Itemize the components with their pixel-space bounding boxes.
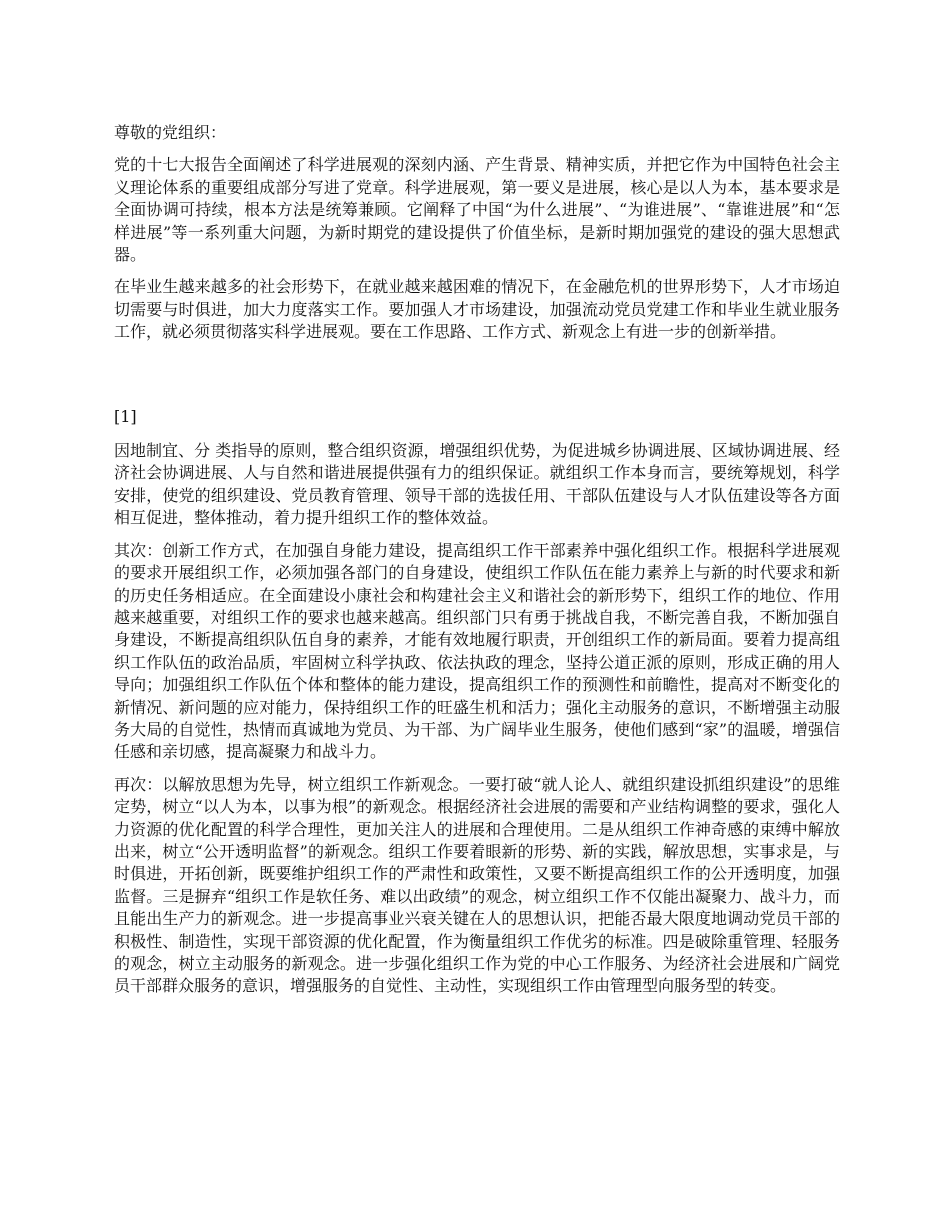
footnote-marker: [1] <box>114 406 137 426</box>
section-gap <box>114 354 840 406</box>
body-paragraph-2: 其次：创新工作方式，在加强自身能力建设，提高组织工作干部素养中强化组织工作。根据科学进展观的要求开展组织工作，必须加强各部门的自身建设，使组织工作队伍在能力素养上与新的时代要求和新的历史任务相适应。在全面建设小康社会和构建社会主义和谐社会的新形势下，组织工作的地位、作用越来越重要，对组织工作的要求也越来越高。组织部门只有勇于挑战自我，不断完善自我，不断加强自身建设，不断提高组织队伍自身的素养，才能有效地履行职责，开创组织工作的新局面。要着力提高组织工作队伍的政治品质，牢固树立科学执政、依法执政的理念，坚持公道正派的原则，形成正确的用人导向；加强组织工作队伍个体和整体的能力建设，提高组织工作的预测性和前瞻性，提高对不断变化的新情况、新问题的应对能力，保持组织工作的旺盛生机和活力；强化主动服务的意识，不断增强主动服务大局的自觉性，热情而真诚地为党员、为干部、为广阔毕业生服务，使他们感到“家”的温暖，增强信任感和亲切感，提高凝聚力和战斗力。 <box>114 540 840 762</box>
document-page <box>114 122 840 1008</box>
salutation: 尊敬的党组织： <box>114 123 227 142</box>
intro-paragraph-2: 在毕业生越来越多的社会形势下，在就业越来越困难的情况下，在金融危机的世界形势下，人才市场迫切需要与时俱进，加大力度落实工作。要加强人才市场建设，加强流动党员党建工作和毕业生就业服务工作，就必须贯彻落实科学进展观。要在工作思路、工作方式、新观念上有进一步的创新举措。 <box>114 277 840 342</box>
body-paragraph-1: 因地制宜、分 类指导的原则，整合组织资源，增强组织优势，为促进城乡协调进展、区域协调进展、经济社会协调进展、人与自然和谐进展提供强有力的组织保证。就组织工作本身而言，要统筹规划，科学安排，使党的组织建设、党员教育管理、领导干部的选拔任用、干部队伍建设与人才队伍建设等各方面相互促进，整体推动，着力提升组织工作的整体效益。 <box>114 441 840 528</box>
intro-paragraph-1: 党的十七大报告全面阐述了科学进展观的深刻内涵、产生背景、精神实质，并把它作为中国特色社会主义理论体系的重要组成部分写进了党章。科学进展观，第一要义是进展，核心是以人为本，基本要求是全面协调可持续，根本方法是统筹兼顾。它阐释了中国“为什么进展”、“为谁进展”、“靠谁进展”和“怎样进展”等一系列重大问题，为新时期党的建设提供了价值坐标，是新时期加强党的建设的强大思想武器。 <box>114 155 840 265</box>
body-paragraph-3: 再次：以解放思想为先导，树立组织工作新观念。一要打破“就人论人、就组织建设抓组织建设”的思维定势，树立“以人为本，以事为根”的新观念。根据经济社会进展的需要和产业结构调整的要求，强化人力资源的优化配置的科学合理性，更加关注人的进展和合理使用。二是从组织工作神奇感的束缚中解放出来，树立“公开透明监督”的新观念。组织工作要着眼新的形势、新的实践，解放思想，实事求是，与时俱进，开拓创新，既要维护组织工作的严肃性和政策性，又要不断提高组织工作的公开透明度，加强监督。三是摒弃“组织工作是软任务、难以出政绩”的观念，树立组织工作不仅能出凝聚力、战斗力，而且能出生产力的新观念。进一步提高事业兴衰关键在人的思想认识，把能否最大限度地调动党员干部的积极性、制造性，实现干部资源的优化配置，作为衡量组织工作优劣的标准。四是破除重管理、轻服务的观念，树立主动服务的新观念。进一步强化组织工作为党的中心工作服务、为经济社会进展和广阔党员干部群众服务的意识，增强服务的自觉性、主动性，实现组织工作由管理型向服务型的转变。 <box>114 774 840 996</box>
